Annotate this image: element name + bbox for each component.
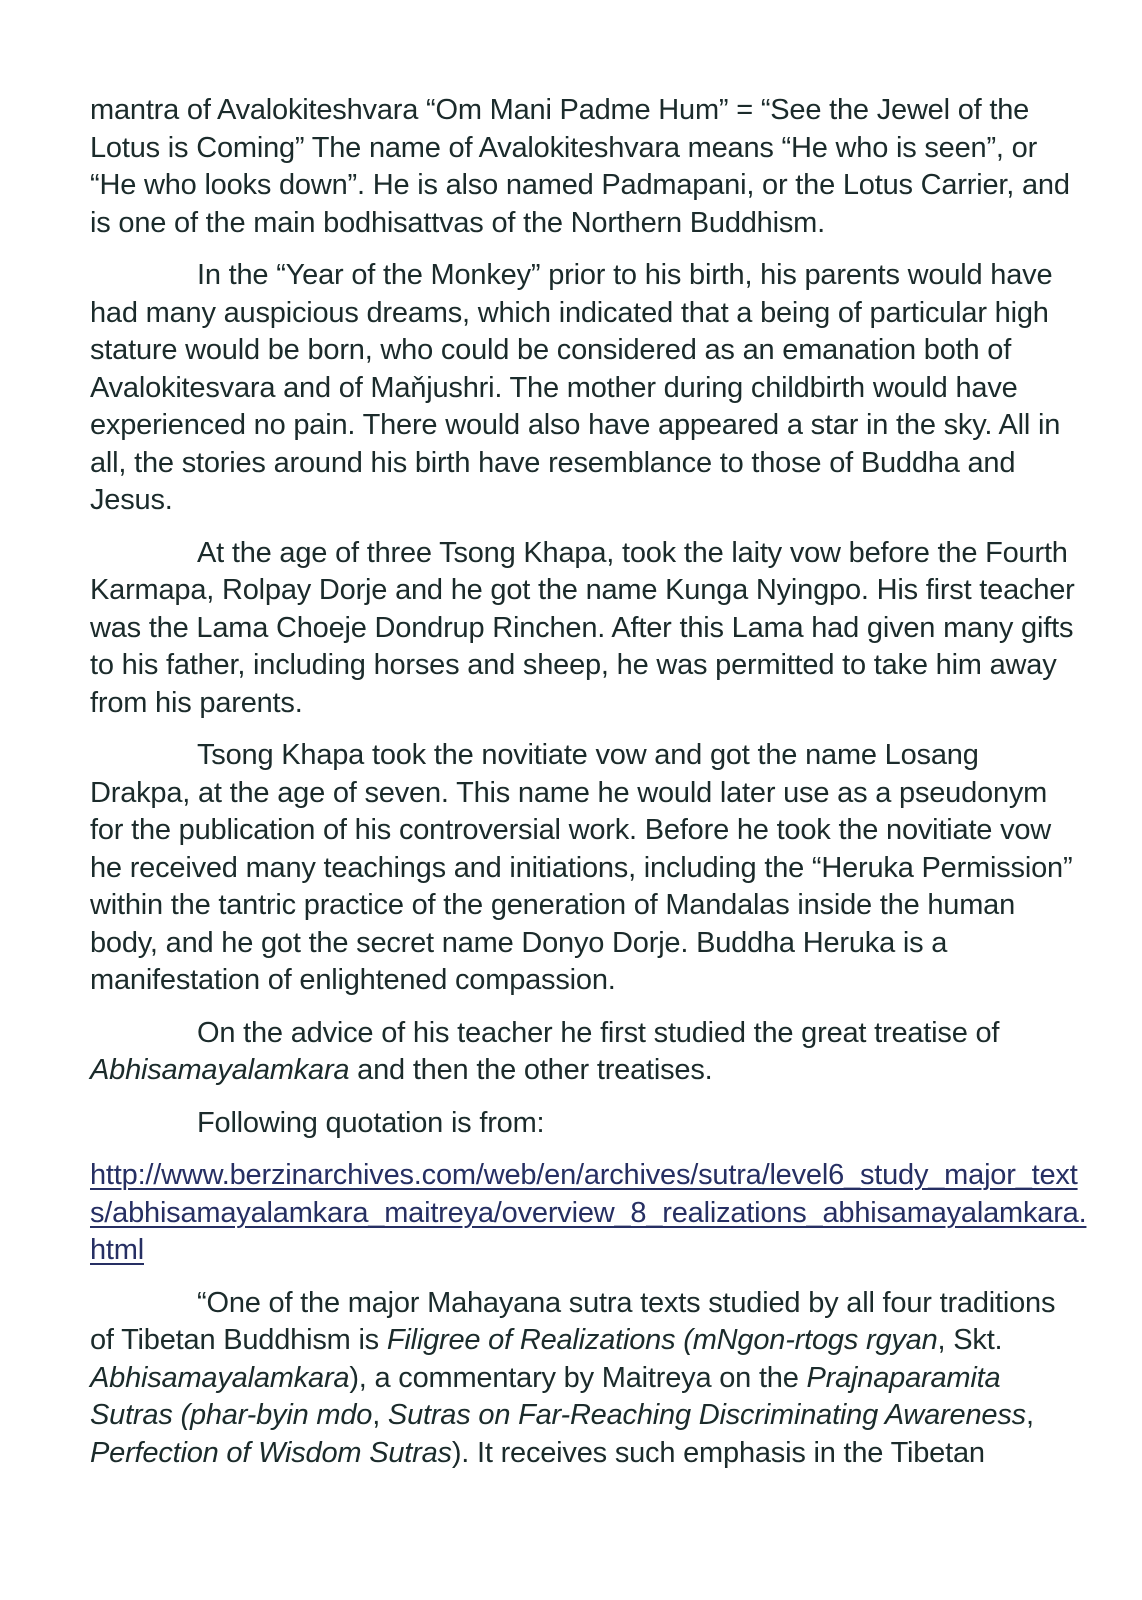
- source-url[interactable]: [90, 1157, 1087, 1270]
- paragraph-novitiate: [90, 737, 1073, 1000]
- text-line: within the tantric practice of the generation of Mandalas inside the human: [90, 889, 1016, 921]
- text-line: Avalokitesvara and of Maňjushri. The mother during childbirth would have: [90, 371, 1018, 404]
- text-line: he received many teachings and initiations, including the “Heruka Permission”: [90, 851, 1073, 884]
- text-line: body, and he got the secret name Donyo Dorje. Buddha Heruka is a: [90, 926, 948, 959]
- document-text: [90, 92, 1087, 1487]
- text-line: Drakpa, at the age of seven. This name he would later use as a pseudonym: [90, 776, 1048, 809]
- text-line: all, the stories around his birth have resemblance to those of Buddha and: [90, 446, 1016, 479]
- text-line: of Tibetan Buddhism is Filigree of Realizations (mNgon-rtogs rgyan, Skt.: [90, 1324, 1003, 1356]
- text-line: Following quotation is from:: [197, 1106, 545, 1139]
- paragraph-birth: [90, 257, 1070, 520]
- text-line: Abhisamayalamkara), a commentary by Maitreya on the Prajnaparamita: [90, 1361, 1001, 1394]
- text-line: “One of the major Mahayana sutra texts studied by all four traditions: [197, 1286, 1056, 1319]
- text-line: mantra of Avalokiteshvara “Om Mani Padme Hum” = “See the Jewel of the: [90, 94, 1030, 126]
- text-line: Perfection of Wisdom Sutras). It receives such emphasis in the Tibetan: [90, 1436, 985, 1469]
- text-line: Sutras (phar-byin mdo, Sutras on Far-Reaching Discriminating Awareness,: [90, 1399, 1034, 1431]
- text-line: from his parents.: [90, 686, 303, 719]
- text-line: was the Lama Choeje Dondrup Rinchen. After this Lama had given many gifts: [90, 611, 1074, 644]
- text-line: Abhisamayalamkara and then the other treatises.: [90, 1054, 713, 1086]
- paragraph-laity-vow: [90, 535, 1075, 723]
- text-line: “He who looks down”. He is also named Padmapani, or the Lotus Carrier, and: [90, 169, 1070, 201]
- text-line: In the “Year of the Monkey” prior to his birth, his parents would have: [197, 259, 1053, 291]
- text-line[interactable]: s/abhisamayalamkara_maitreya/overview_8_realizations_abhisamayalamkara.: [90, 1196, 1087, 1229]
- text-line: On the advice of his teacher he first studied the great treatise of: [197, 1016, 1000, 1049]
- text-line: Jesus.: [90, 484, 173, 516]
- text-line: At the age of three Tsong Khapa, took the laity vow before the Fourth: [197, 536, 1068, 569]
- text-line: Lotus is Coming” The name of Avalokiteshvara means “He who is seen”, or: [90, 131, 1038, 164]
- paragraph-quotation: [90, 1285, 1070, 1473]
- text-line: Karmapa, Rolpay Dorje and he got the name Kunga Nyingpo. His first teacher: [90, 574, 1075, 606]
- text-line[interactable]: http://www.berzinarchives.com/web/en/archives/sutra/level6_study_major_text: [90, 1159, 1078, 1191]
- text-line[interactable]: html: [90, 1234, 144, 1266]
- text-line: manifestation of enlightened compassion.: [90, 964, 616, 996]
- text-line: stature would be born, who could be considered as an emanation both of: [90, 334, 1012, 366]
- text-line: is one of the main bodhisattvas of the Northern Buddhism.: [90, 206, 825, 239]
- text-line: had many auspicious dreams, which indicated that a being of particular high: [90, 296, 1049, 329]
- paragraph-mantra: [90, 92, 1070, 242]
- text-line: experienced no pain. There would also have appeared a star in the sky. All in: [90, 409, 1061, 441]
- paragraph-quotation-intro: [90, 1105, 1070, 1143]
- text-line: for the publication of his controversial work. Before he took the novitiate vow: [90, 814, 1052, 846]
- text-line: Tsong Khapa took the novitiate vow and got the name Losang: [197, 739, 979, 771]
- text-line: to his father, including horses and sheep, he was permitted to take him away: [90, 649, 1057, 681]
- paragraph-advice: [90, 1015, 1070, 1090]
